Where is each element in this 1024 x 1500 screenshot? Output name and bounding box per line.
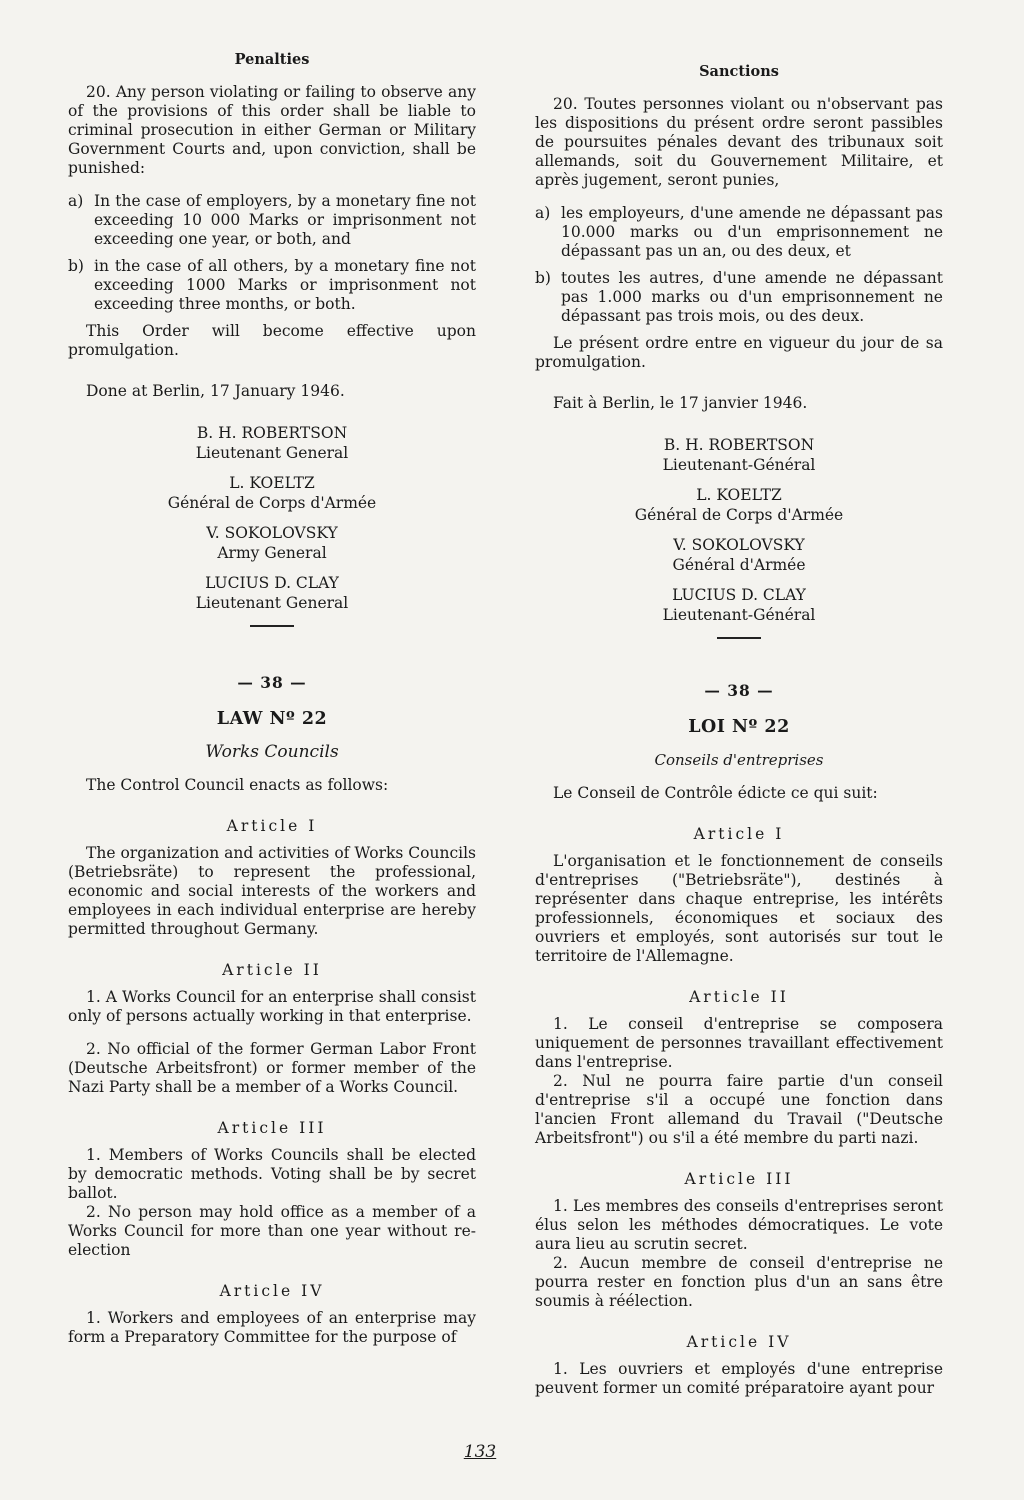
sanctions-heading: Sanctions [699, 63, 779, 80]
clause-b-text: in the case of all others, by a monetary fine not exceeding 1000 Marks or imprisonment not exceeding three months, or both. [94, 257, 476, 313]
signatory-title: Lieutenant-Général [662, 456, 816, 474]
signature-sokolovsky [535, 535, 943, 575]
signatory-name: LUCIUS D. CLAY [672, 586, 806, 604]
effective-statement: Le présent ordre entre en vigueur du jour de sa promulgation. [535, 334, 943, 371]
law-title: LOI Nº 22 [688, 717, 790, 737]
paragraph-20: 20. Any person violating or failing to observe any of the provisions of this order shall be liable to criminal prosecution in either German or Military Government Courts and, upon conviction, shall be punished: [68, 83, 476, 177]
page-number: 133 [463, 1442, 497, 1462]
french-column [535, 62, 943, 1398]
article-1-text: L'organisation et le fonctionnement de conseils d'entreprises ("Betriebsräte"), destinés à représenter dans chaque entreprise, les intérêts professionnels, économiques et sociaux des ouvriers et employés, sont autorisés sur tout le territoire de l'Allemagne. [535, 852, 943, 965]
article-4-heading: Article IV [686, 1333, 792, 1351]
clause-b [535, 269, 943, 326]
law-subtitle: Conseils d'entreprises [654, 751, 824, 769]
clause-b-label: b) [68, 257, 84, 275]
signature-koeltz [68, 473, 476, 513]
document-number: — 38 — [704, 681, 774, 700]
signatory-name: L. KOELTZ [696, 486, 782, 504]
article-3-heading: Article III [217, 1119, 327, 1137]
clause-a [535, 204, 943, 261]
effective-statement: This Order will become effective upon promulgation. [68, 322, 476, 359]
signatory-title: Lieutenant-Général [662, 606, 816, 624]
article-4-para-1: 1. Les ouvriers et employés d'une entreprise peuvent former un comité préparatoire ayant pour [535, 1360, 943, 1397]
clause-a-label: a) [68, 192, 84, 210]
paragraph-20: 20. Toutes personnes violant ou n'observant pas les dispositions du présent ordre seront passibles de poursuites pénales devant des tribunaux soit allemands, soit du Gouvernement Militaire, et après jugement, seront punies, [535, 95, 943, 189]
clause-a-text: In the case of employers, by a monetary fine not exceeding 10 000 Marks or imprisonment not exceeding one year, or both, and [94, 192, 476, 248]
enacts-line: Le Conseil de Contrôle édicte ce qui suit: [553, 784, 878, 802]
clause-b-label: b) [535, 269, 551, 287]
article-2-para-2: 2. Nul ne pourra faire partie d'un conseil d'entreprise s'il a occupé une fonction dans l'ancien Front allemand du Travail ("Deutsche Arbeitsfront") ou s'il a été membre du parti nazi. [535, 1072, 943, 1147]
english-column [68, 50, 476, 1347]
article-2-para-1: 1. Le conseil d'entreprise se composera uniquement de personnes travaillant effectivement dans l'entreprise. [535, 1015, 943, 1071]
signature-koeltz [535, 485, 943, 525]
signatory-name: LUCIUS D. CLAY [205, 574, 339, 592]
signatory-title: Lieutenant General [195, 594, 349, 612]
signatory-title: Général d'Armée [672, 556, 806, 574]
article-2-para-1: 1. A Works Council for an enterprise shall consist only of persons actually working in that enterprise. [68, 988, 476, 1025]
article-4-para-1: 1. Workers and employees of an enterprise may form a Preparatory Committee for the purpose of [68, 1309, 476, 1346]
article-1-heading: Article I [226, 817, 318, 835]
clause-b-text: toutes les autres, d'une amende ne dépassant pas 1.000 marks ou d'un emprisonnement ne dépassant pas trois mois, ou des deux. [561, 269, 943, 325]
article-1-heading: Article I [693, 825, 785, 843]
signatory-name: B. H. ROBERTSON [663, 436, 815, 454]
article-2-heading: Article II [222, 961, 322, 979]
article-3-heading: Article III [684, 1170, 794, 1188]
signature-clay [535, 585, 943, 625]
document-number: — 38 — [237, 673, 307, 692]
signature-clay [68, 573, 476, 613]
signatory-title: Army General [217, 544, 327, 562]
article-4-heading: Article IV [219, 1282, 325, 1300]
signature-robertson [68, 423, 476, 463]
signatory-name: B. H. ROBERTSON [196, 424, 348, 442]
clause-b [68, 257, 476, 314]
signatory-title: Général de Corps d'Armée [167, 494, 377, 512]
enacts-line: The Control Council enacts as follows: [86, 776, 389, 794]
done-at-line: Fait à Berlin, le 17 janvier 1946. [553, 394, 808, 412]
done-at-line: Done at Berlin, 17 January 1946. [86, 382, 345, 400]
clause-a-text: les employeurs, d'une amende ne dépassant pas 10.000 marks ou d'un emprisonnement ne dépassant pas un an, ou des deux, et [561, 204, 943, 260]
clause-a [68, 192, 476, 249]
article-2-heading: Article II [689, 988, 789, 1006]
signature-sokolovsky [68, 523, 476, 563]
clause-a-label: a) [535, 204, 551, 222]
signature-robertson [535, 435, 943, 475]
penalties-heading: Penalties [234, 51, 310, 68]
signatory-name: V. SOKOLOVSKY [206, 524, 338, 542]
article-3-para-2: 2. Aucun membre de conseil d'entreprise ne pourra rester en fonction plus d'un an sans être soumis à réélection. [535, 1254, 943, 1310]
article-1-text: The organization and activities of Works Councils (Betriebsräte) to represent the professional, economic and social interests of the workers and employees in each individual enterprise are hereby permitted throughout Germany. [68, 844, 476, 938]
signatory-name: V. SOKOLOVSKY [673, 536, 805, 554]
article-3-para-1: 1. Les membres des conseils d'entreprises seront élus selon les méthodes démocratiques. Le vote aura lieu au scrutin secret. [535, 1197, 943, 1253]
signatory-name: L. KOELTZ [229, 474, 315, 492]
article-3-para-2: 2. No person may hold office as a member of a Works Council for more than one year without re-election [68, 1203, 476, 1259]
law-subtitle: Works Councils [205, 742, 339, 762]
article-2-para-2: 2. No official of the former German Labor Front (Deutsche Arbeitsfront) or former member of the Nazi Party shall be a member of a Works Council. [68, 1040, 476, 1096]
signatory-title: Lieutenant General [195, 444, 349, 462]
article-3-para-1: 1. Members of Works Councils shall be elected by democratic methods. Voting shall be by secret ballot. [68, 1146, 476, 1202]
law-title: LAW Nº 22 [216, 709, 328, 729]
signatory-title: Général de Corps d'Armée [634, 506, 844, 524]
